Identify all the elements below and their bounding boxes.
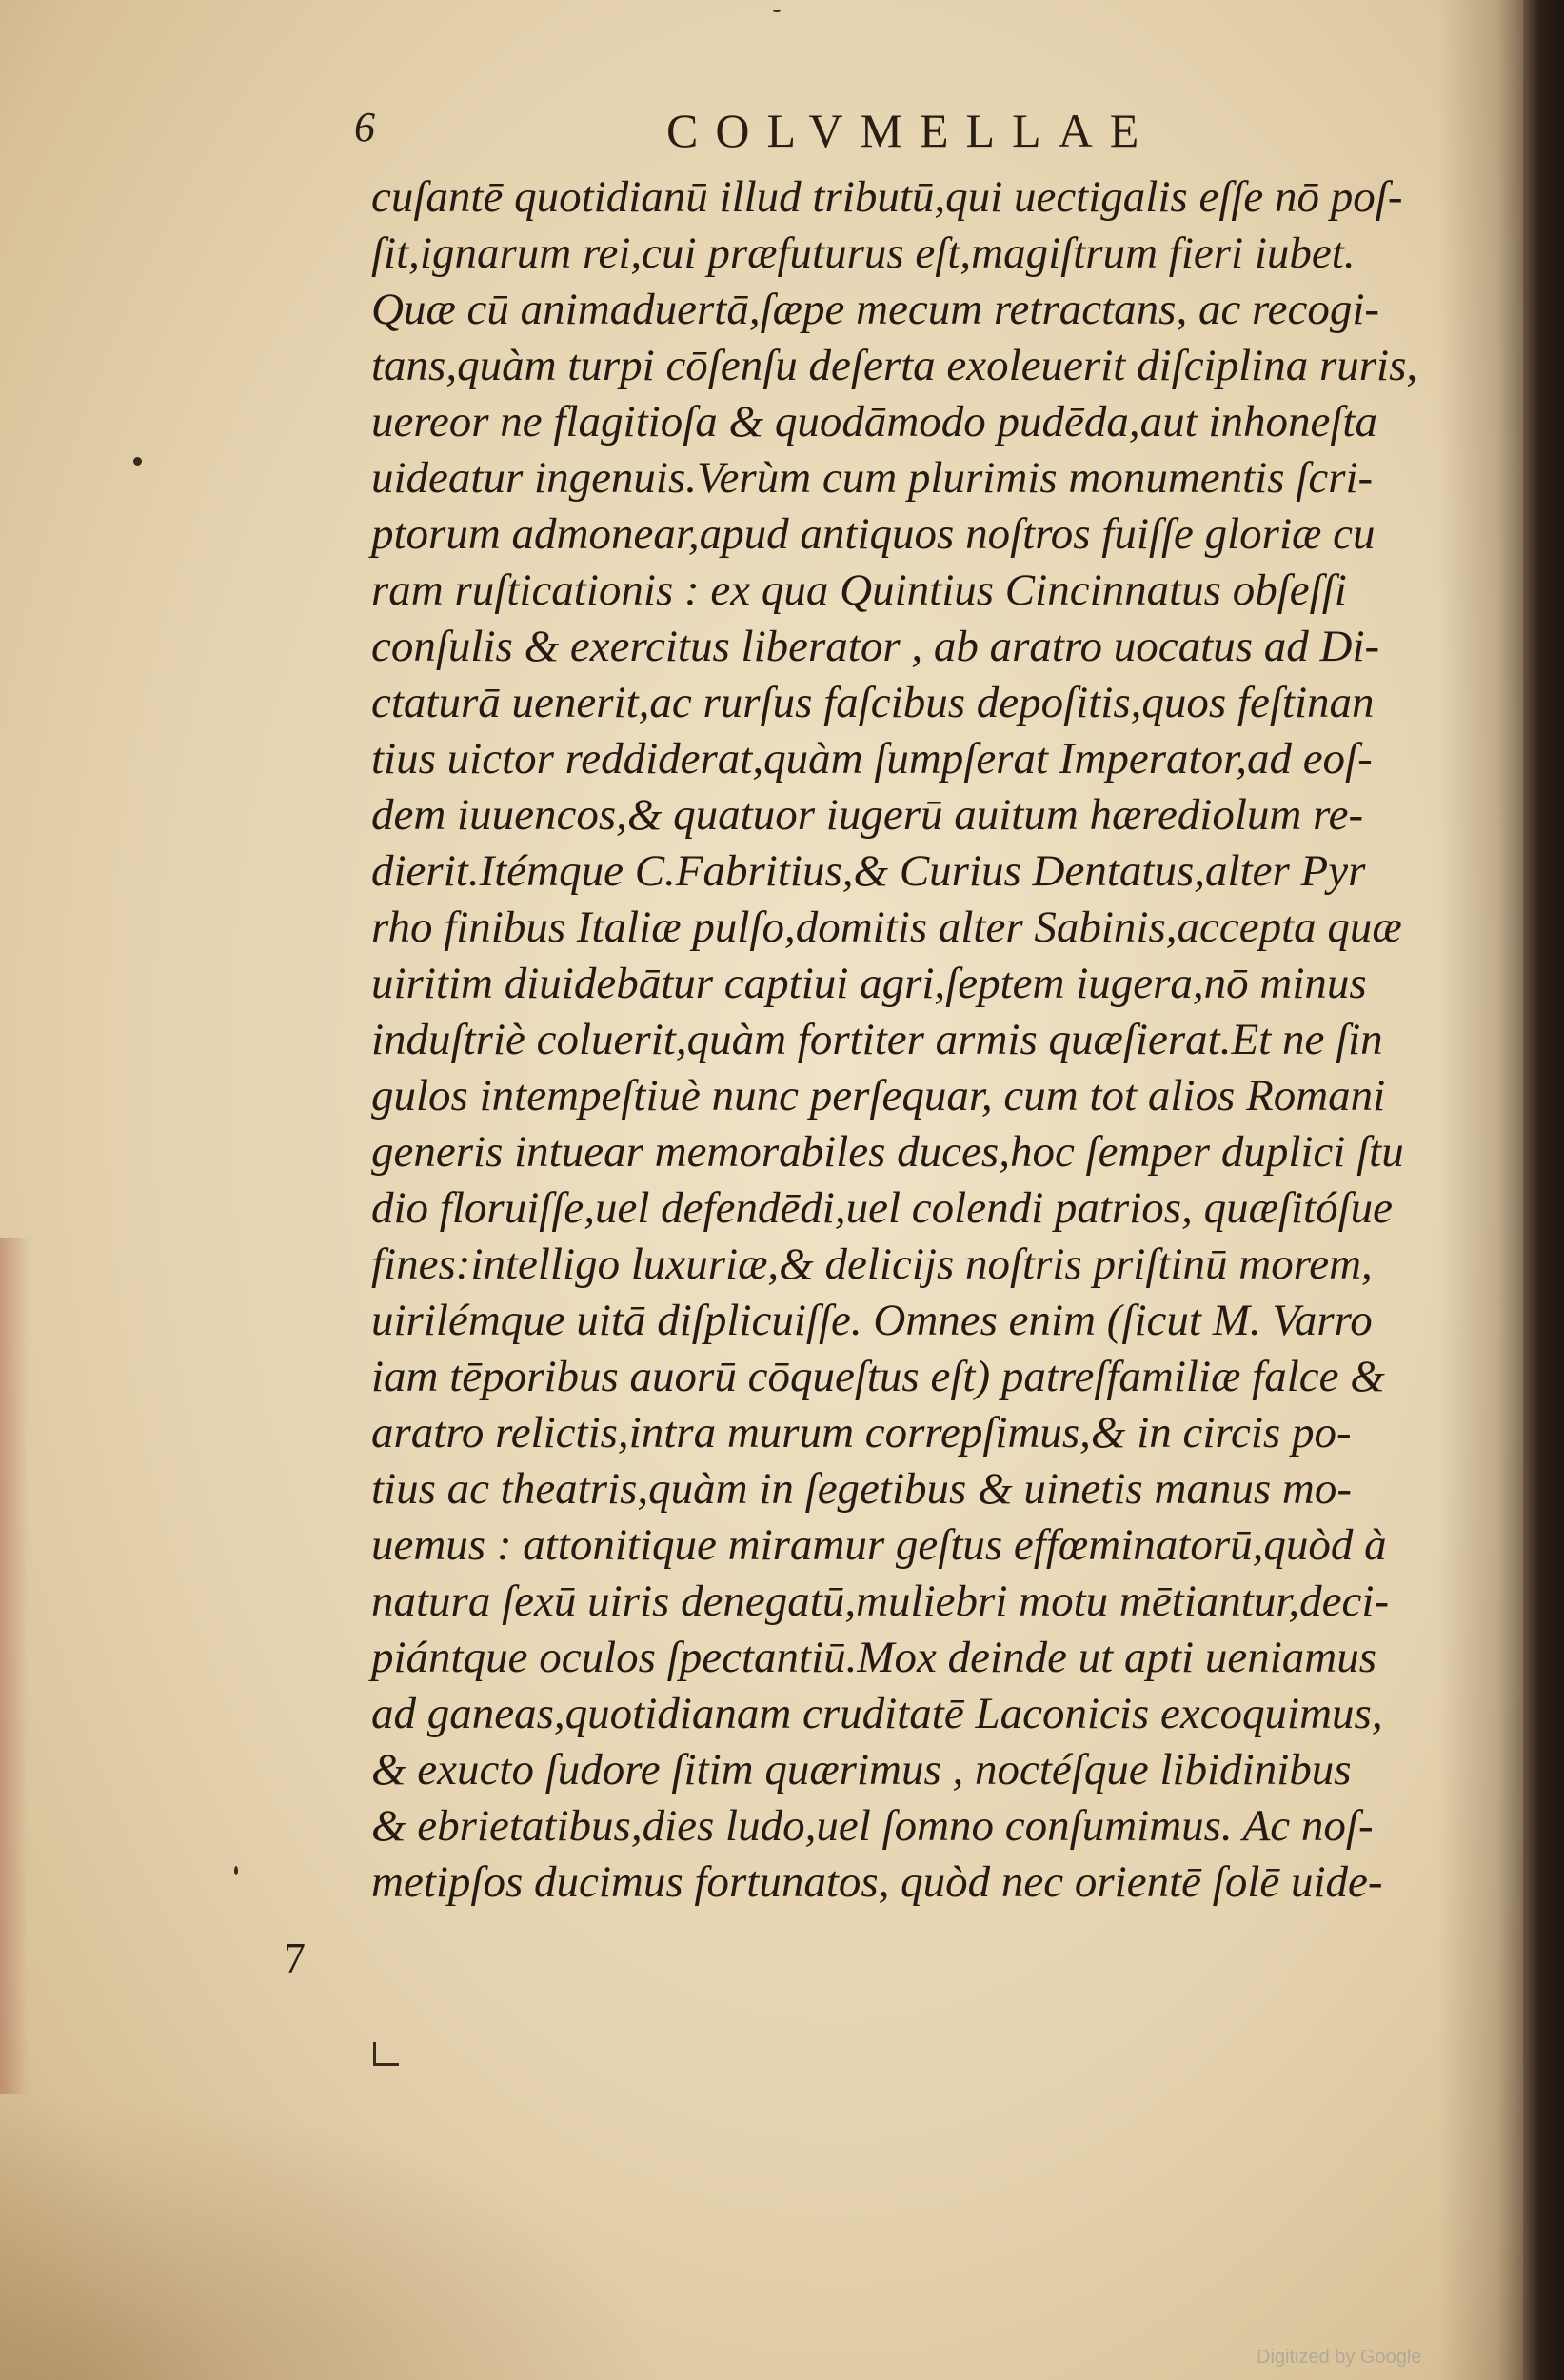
text-line: gulos intempeſtiuè nunc perſequar, cum tot alios Romani xyxy=(371,1071,1386,1121)
text-line: uirilémque uitā diſplicuiſſe. Omnes enim (ſicut M. Varro xyxy=(371,1296,1373,1345)
text-line: fines:intelligo luxuriæ,& delicijs noſtris priſtinū morem, xyxy=(371,1240,1373,1289)
text-line: tans,quàm turpi cōſenſu deſerta exoleuerit diſciplina ruris, xyxy=(371,341,1418,390)
text-line: cuſantē quotidianū illud tributū,qui uectigalis eſſe nō poſ- xyxy=(371,172,1403,222)
text-line: ad ganeas,quotidianam cruditatē Laconicis excoquimus, xyxy=(371,1689,1383,1738)
text-line: ctaturā uenerit,ac rurſus faſcibus depoſitis,quos feſtinan xyxy=(371,678,1375,727)
text-line: rho finibus Italiæ pulſo,domitis alter Sabinis,accepta quæ xyxy=(371,902,1402,952)
running-head: COLVMELLAE xyxy=(666,104,1157,157)
text-line: metipſos ducimus fortunatos, quòd nec orientē ſolē uide- xyxy=(371,1857,1383,1907)
text-line: dem iuuencos,& quatuor iugerū auitum hærediolum re- xyxy=(371,790,1364,840)
text-line: uideatur ingenuis.Verùm cum plurimis monumentis ſcri- xyxy=(371,453,1374,503)
text-line: & exucto ſudore ſitim quærimus , noctéſque libidinibus xyxy=(371,1745,1352,1795)
page-number: 6 xyxy=(354,104,375,150)
text-line: ptorum admonear,apud antiquos noſtros fuiſſe gloriæ cu xyxy=(371,509,1376,559)
text-line: ram ruſticationis : ex qua Quintius Cincinnatus obſeſſi xyxy=(371,565,1347,615)
text-line: generis intuear memorabiles duces,hoc ſemper duplici ſtu xyxy=(371,1127,1404,1177)
text-line: natura ſexū uiris denegatū,muliebri motu mētiantur,deci- xyxy=(371,1577,1390,1626)
text-line: tius ac theatris,quàm in ſegetibus & uinetis manus mo- xyxy=(371,1464,1353,1514)
page-stain-left xyxy=(0,1238,29,2094)
ink-speck xyxy=(773,10,781,12)
ink-speck xyxy=(133,457,142,466)
body-text xyxy=(371,169,1456,1911)
text-line: piántque oculos ſpectantiū.Mox deinde ut apti ueniamus xyxy=(371,1633,1377,1682)
ink-speck xyxy=(234,1866,238,1875)
book-edge xyxy=(1523,0,1564,2380)
text-line: conſulis & exercitus liberator , ab aratro uocatus ad Di- xyxy=(371,622,1380,671)
text-line: aratro relictis,intra murum correpſimus,& in circis po- xyxy=(371,1408,1352,1458)
catch-mark xyxy=(373,2042,399,2066)
text-line: iam tēporibus auorū cōqueſtus eſt) patreſfamiliæ falce & xyxy=(371,1352,1385,1401)
text-line: uemus : attonitique miramur geſtus effœminatorū,quòd à xyxy=(371,1520,1387,1570)
page-stain-bottom xyxy=(0,2094,666,2380)
text-line: & ebrietatibus,dies ludo,uel ſomno conſumimus. Ac noſ- xyxy=(371,1801,1374,1851)
watermark: Digitized by Google xyxy=(1257,2347,1422,2368)
text-line: tius uictor reddiderat,quàm ſumpſerat Imperator,ad eoſ- xyxy=(371,734,1373,783)
text-line: dierit.Itémque C.Fabritius,& Curius Dentatus,alter Pyr xyxy=(371,846,1366,896)
text-line: uereor ne flagitioſa & quodāmodo pudēda,aut inhoneſta xyxy=(371,397,1377,446)
text-line: induſtriè coluerit,quàm fortiter armis quæſierat.Et ne ſin xyxy=(371,1015,1383,1064)
text-line: uiritim diuidebātur captiui agri,ſeptem iugera,nō minus xyxy=(371,959,1367,1008)
margin-numeral: 7 xyxy=(284,1934,306,1982)
text-line: ſit,ignarum rei,cui præfuturus eſt,magiſtrum fieri iubet. xyxy=(371,228,1356,278)
text-line: Quæ cū animaduertā,ſæpe mecum retractans, ac recogi- xyxy=(371,285,1380,334)
text-line: dio floruiſſe,uel defendēdi,uel colendi patrios, quæſitóſue xyxy=(371,1183,1394,1233)
